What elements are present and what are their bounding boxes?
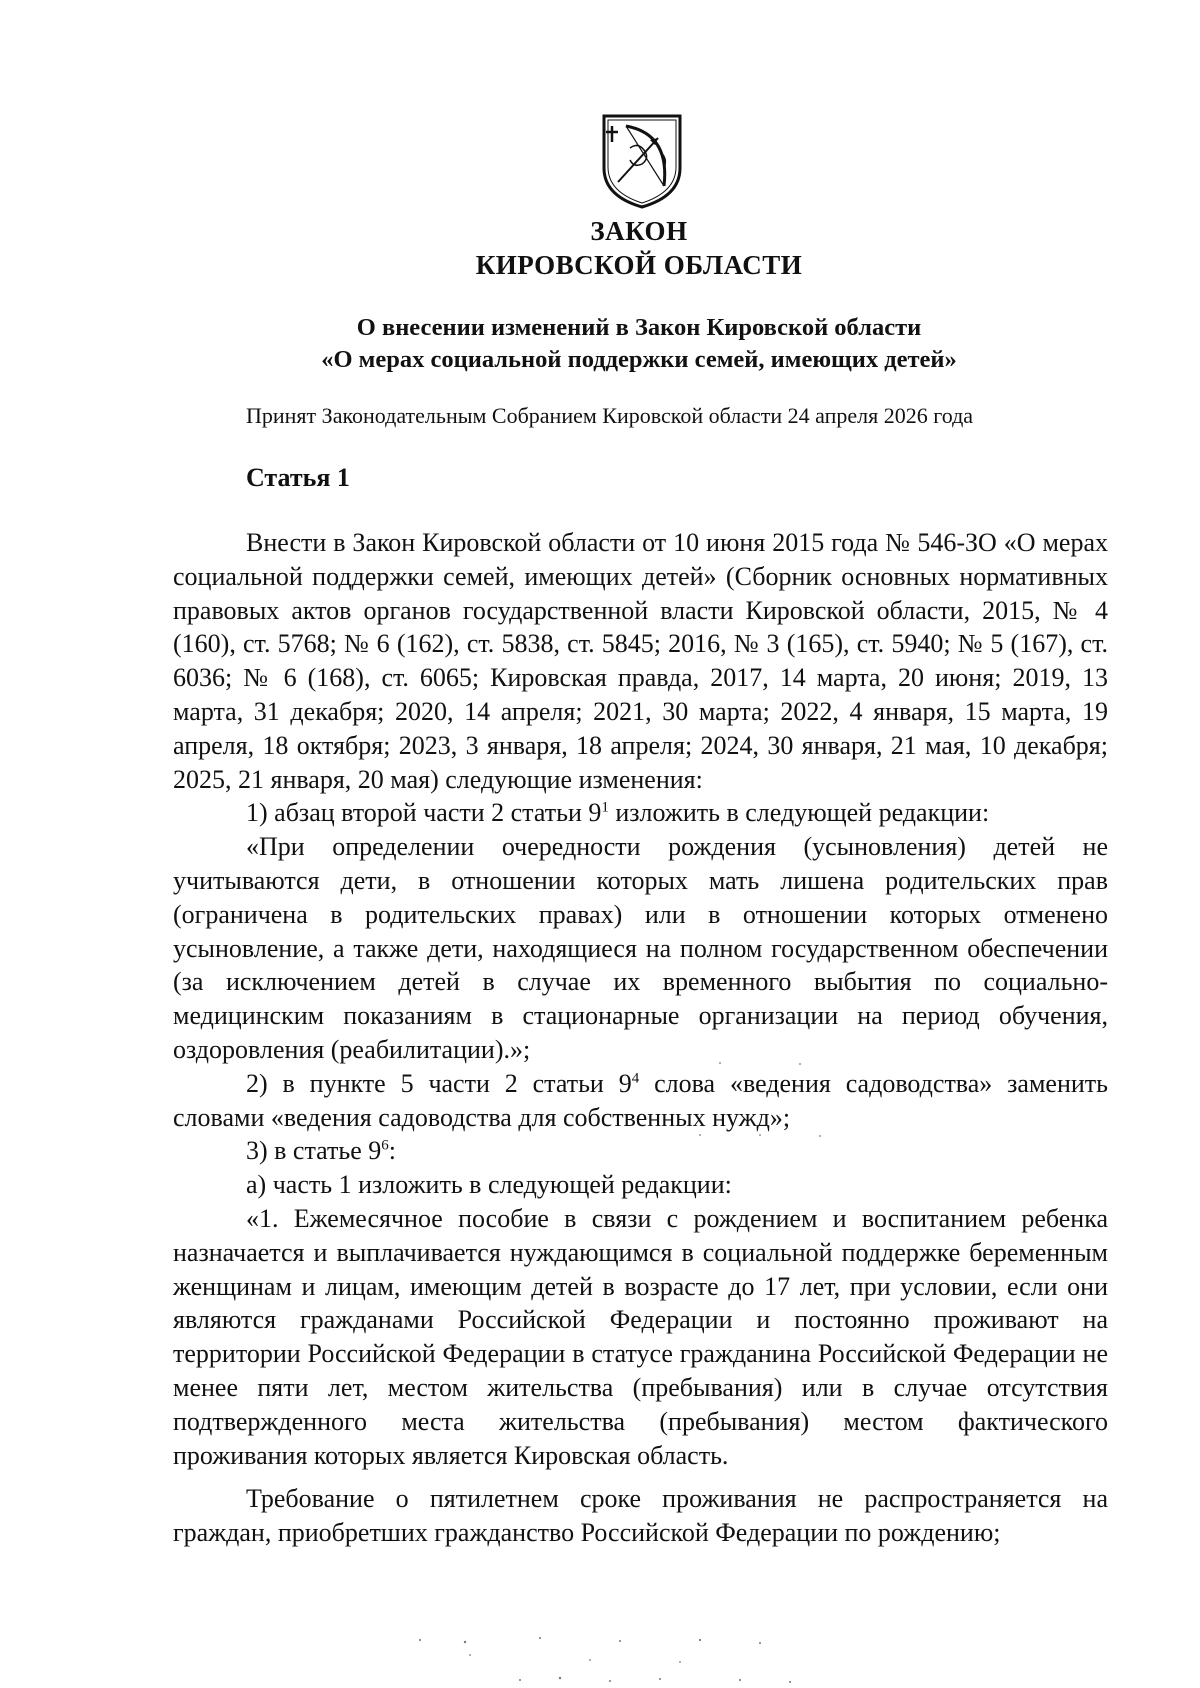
item-3 bbox=[173, 1134, 1108, 1168]
item-3a: а) часть 1 изложить в следующей редакции: bbox=[246, 1170, 732, 1200]
article-body bbox=[173, 526, 1108, 1550]
item-1 bbox=[173, 796, 1108, 830]
law-subject-line2: «О мерах социальной поддержки семей, имеющих детей» bbox=[321, 346, 957, 373]
item-2 bbox=[173, 1067, 1108, 1135]
document-title: ЗАКОН bbox=[590, 216, 688, 246]
coat-of-arms-icon bbox=[600, 112, 684, 210]
item-1-text-end: изложить в следующей редакции: bbox=[608, 798, 990, 828]
requirement-paragraph: Требование о пятилетнем сроке проживания не распространяется на граждан, приобретших гражданство Российской Федерации по рождению; bbox=[173, 1484, 1108, 1548]
item-3-text-end: : bbox=[388, 1136, 397, 1166]
item-2-sup: 4 bbox=[631, 1070, 640, 1087]
item-3a-quote: «1. Ежемесячное пособие в связи с рождением и воспитанием ребенка назначается и выплачивается нуждающимся в социальной поддержке беременным женщинам и лицам, имеющим детей в возрасте до 17 лет, при условии, если они являются гражданами Российской Федерации и постоянно проживают на территории Российской Федерации в статусе гражданина Российской Федерации не менее пяти лет, местом жительства (пребывания) или в случае отсутствия подтвержденного места жительства (пребывания) местом фактического проживания которых является Кировская область. bbox=[173, 1203, 1108, 1470]
item-1-text: 1) абзац второй части 2 статьи 9 bbox=[246, 798, 602, 828]
document-title-region: КИРОВСКОЙ ОБЛАСТИ bbox=[475, 250, 803, 280]
article-heading: Статья 1 bbox=[246, 463, 350, 492]
item-2-text-end: слова «ведения садоводства» заменить словами «ведения садоводства для собственных нужд»; bbox=[173, 1068, 1109, 1132]
law-subject-line1: О внесении изменений в Закон Кировской области bbox=[356, 314, 922, 341]
item-1-sup: 1 bbox=[601, 799, 609, 816]
intro-paragraph: Внести в Закон Кировской области от 10 июня 2015 года № 546-ЗО «О мерах социальной поддержки семей, имеющих детей» (Сборник основных нормативных правовых актов органов государственной власти Кировской области, 2015, № 4 (160), ст. 5768; № 6 (162), ст. 5838, ст. 5845; 2016, № 3 (165), ст. 5940; № 5 (167), ст. 6036; № 6 (168), ст. 6065; Кировская правда, 2017, 14 марта, 20 июня; 2019, 13 марта, 31 декабря; 2020, 14 апреля; 2021, 30 марта; 2022, 4 января, 15 марта, 19 апреля, 18 октября; 2023, 3 января, 18 апреля; 2024, 30 января, 21 мая, 10 декабря; 2025, 21 января, 20 мая) следующие изменения: bbox=[173, 528, 1108, 794]
adoption-note: Принят Законодательным Собранием Кировской области 24 апреля 2026 года bbox=[246, 403, 974, 428]
item-3-sup: 6 bbox=[381, 1137, 389, 1154]
item-1-quote: «При определении очередности рождения (усыновления) детей не учитываются дети, в отношении которых мать лишена родительских прав (ограничена в родительских правах) или в отношении которых отменено усыновление, а также дети, находящиеся на полном государственном обеспечении (за исключением детей в случае их временного выбытия по социально-медицинским показаниям в стационарные организации на период обучения, оздоровления (реабилитации).»; bbox=[173, 832, 1108, 1064]
item-2-text: 2) в пункте 5 части 2 статьи 9 bbox=[246, 1068, 632, 1098]
item-3-text: 3) в статье 9 bbox=[246, 1136, 382, 1166]
